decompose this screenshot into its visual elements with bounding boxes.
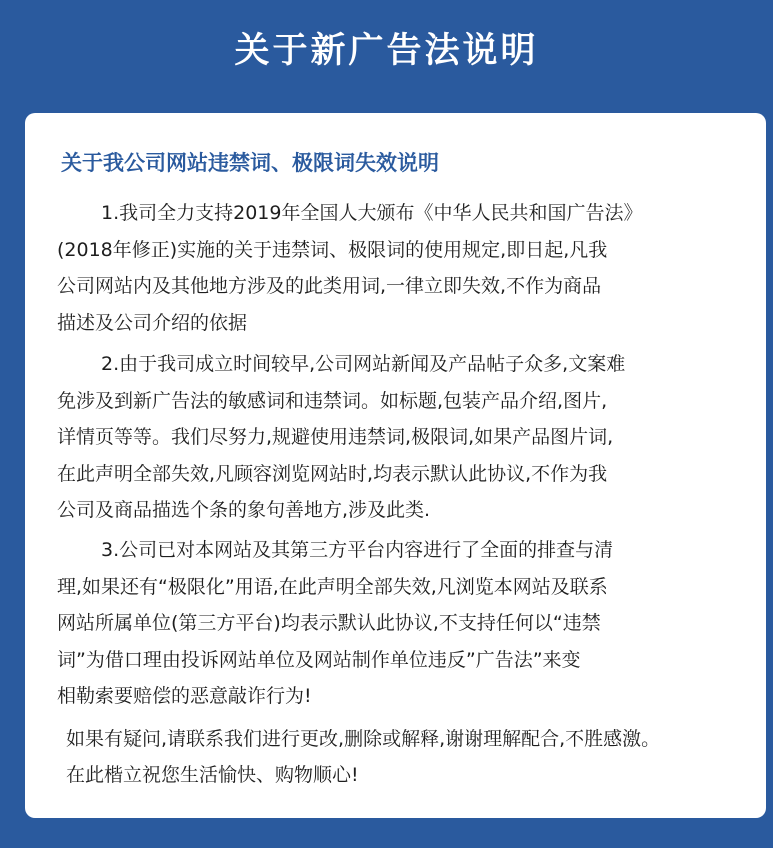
paragraph-line: 公司及商品描选个条的象句善地方,涉及此类. (57, 499, 431, 521)
paragraph-line: (2018年修正)实施的关于违禁词、极限词的使用规定,即日起,凡我 (57, 238, 608, 261)
paragraph-line: 3.公司已对本网站及其第三方平台内容进行了全面的排查与清 (101, 539, 614, 561)
notice-paragraph-1 (57, 195, 747, 341)
closing-line: 在此楷立祝您生活愉快、购物顺心! (66, 764, 359, 786)
notice-paragraph-3 (57, 532, 747, 715)
paragraph-line: 相勒索要赔偿的恶意敲诈行为! (57, 685, 312, 707)
paragraph-line: 2.由于我司成立时间较早,公司网站新闻及产品帖子众多,文案难 (101, 353, 626, 375)
closing-note (66, 721, 660, 793)
closing-line: 如果有疑问,请联系我们进行更改,删除或解释,谢谢理解配合,不胜感激。 (66, 728, 661, 750)
page-header (0, 0, 773, 100)
paragraph-line: 免涉及到新广告法的敏感词和违禁词。如标题,包装产品介绍,图片, (57, 389, 608, 412)
paragraph-line: 1.我司全力支持2019年全国人大颁布《中华人民共和国广告法》 (101, 202, 643, 224)
paragraph-line: 网站所属单位(第三方平台)均表示默认此协议,不支持任何以“违禁 (57, 612, 601, 634)
notice-paragraph-2 (57, 346, 747, 529)
notice-card (25, 113, 766, 818)
paragraph-line: 描述及公司介绍的依据 (57, 311, 248, 334)
paragraph-line: 理,如果还有“极限化”用语,在此声明全部失效,凡浏览本网站及联系 (57, 575, 608, 598)
paragraph-line: 详情页等等。我们尽努力,规避使用违禁词,极限词,如果产品图片词, (57, 426, 614, 448)
paragraph-line: 公司网站内及其他地方涉及的此类用词,一律立即失效,不作为商品 (57, 275, 602, 297)
page-title: 关于新广告法说明 (234, 31, 539, 71)
paragraph-line: 词”为借口理由投诉网站单位及网站制作单位违反”广告法”来变 (57, 648, 581, 671)
paragraph-line: 在此声明全部失效,凡顾容浏览网站时,均表示默认此协议,不作为我 (57, 462, 608, 485)
notice-subtitle: 关于我公司网站违禁词、极限词失效说明 (61, 151, 439, 175)
